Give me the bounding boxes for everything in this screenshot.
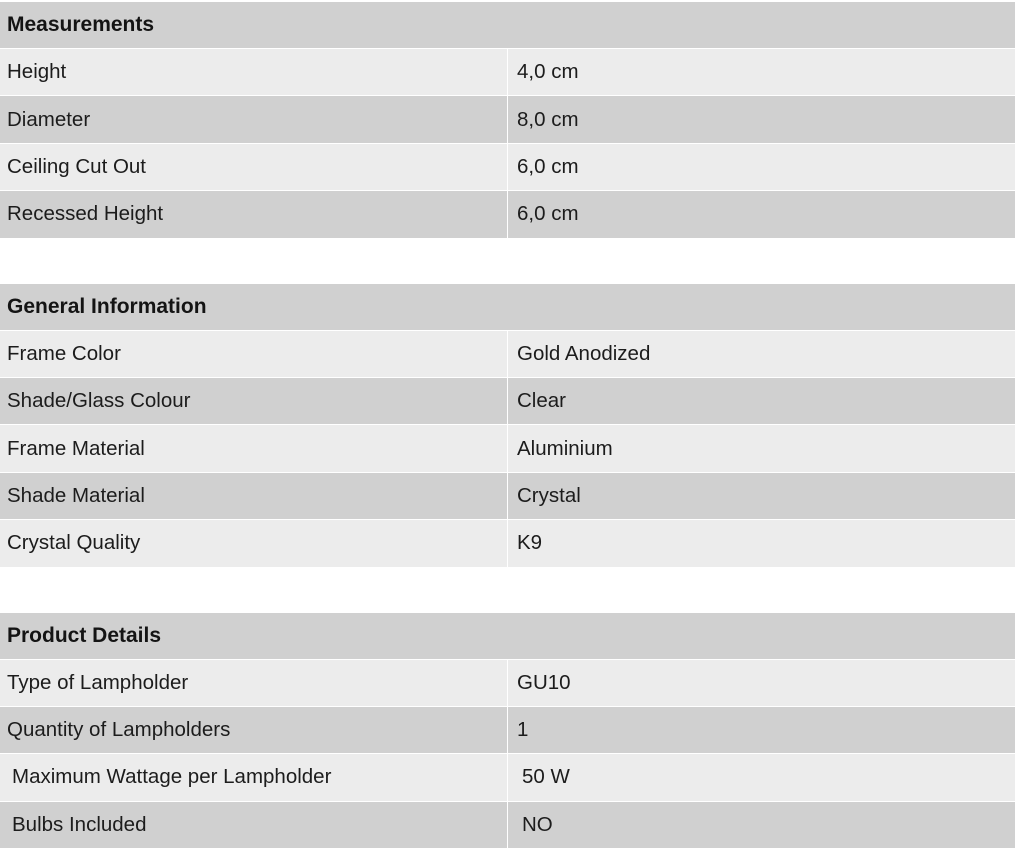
row-label: Quantity of Lampholders <box>0 707 508 753</box>
table-row <box>0 706 1015 753</box>
table-row <box>0 330 1015 377</box>
row-value: 4,0 cm <box>517 60 579 84</box>
general-information-section <box>0 283 1015 567</box>
section-title-product-details: Product Details <box>0 612 1015 659</box>
row-value: 50 W <box>522 765 570 789</box>
row-label: Frame Material <box>0 425 508 471</box>
section-title-measurements: Measurements <box>0 1 1015 48</box>
row-value: Crystal <box>517 483 581 507</box>
table-row <box>0 95 1015 142</box>
table-row <box>0 424 1015 471</box>
row-value: 6,0 cm <box>517 202 579 226</box>
row-label: Crystal Quality <box>0 520 508 566</box>
table-row <box>0 801 1015 848</box>
row-label: Maximum Wattage per Lampholder <box>0 754 508 800</box>
section-title-general-information: General Information <box>0 283 1015 330</box>
row-label: Ceiling Cut Out <box>0 144 508 190</box>
row-value: NO <box>522 812 553 836</box>
row-label: Bulbs Included <box>0 802 508 848</box>
measurements-section <box>0 1 1015 238</box>
table-row <box>0 48 1015 95</box>
row-label: Diameter <box>0 96 508 142</box>
row-value: K9 <box>517 531 543 555</box>
row-label: Type of Lampholder <box>0 660 508 706</box>
table-row <box>0 659 1015 706</box>
table-row <box>0 190 1015 237</box>
table-row <box>0 472 1015 519</box>
row-value: Aluminium <box>517 436 613 460</box>
row-label: Shade/Glass Colour <box>0 378 508 424</box>
row-value: 8,0 cm <box>517 107 579 131</box>
row-label: Shade Material <box>0 473 508 519</box>
row-label: Frame Color <box>0 331 508 377</box>
table-row <box>0 753 1015 800</box>
row-value: Clear <box>517 389 566 413</box>
row-value: Gold Anodized <box>517 341 651 365</box>
row-label: Height <box>0 49 508 95</box>
row-value: GU10 <box>517 670 571 694</box>
table-row <box>0 519 1015 566</box>
row-value: 1 <box>517 718 529 742</box>
table-row <box>0 143 1015 190</box>
row-label: Recessed Height <box>0 191 508 237</box>
product-details-section <box>0 612 1015 848</box>
row-value: 6,0 cm <box>517 154 579 178</box>
table-row <box>0 377 1015 424</box>
